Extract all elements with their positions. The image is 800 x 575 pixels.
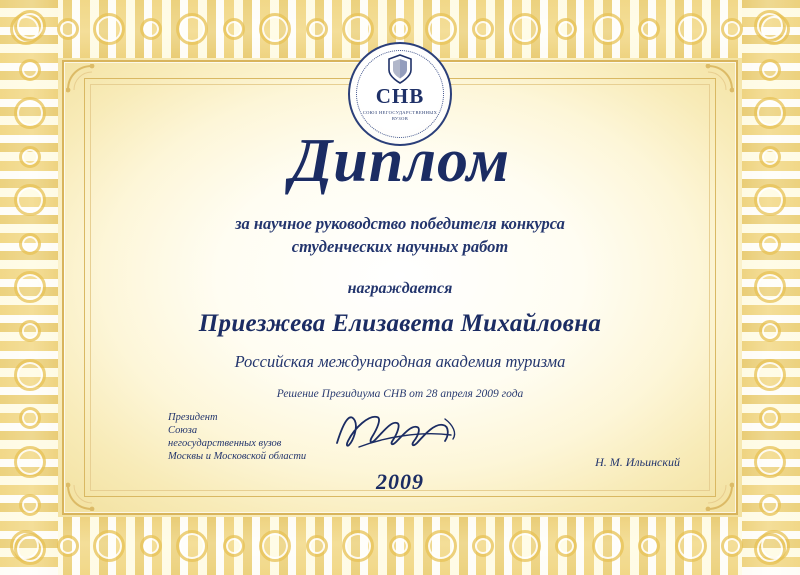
organization-name: Российская международная академия туризма [234, 352, 566, 371]
signature-block [96, 411, 704, 494]
decision-reference: Решение Президиума СНВ от 28 апреля 2009 года [276, 388, 524, 400]
border-band-left [0, 0, 58, 575]
seal-abbreviation: СНВ [375, 84, 425, 108]
awarded-to-label: награждается [347, 280, 453, 297]
border-band-right [742, 0, 800, 575]
handwritten-signature-icon [325, 407, 475, 453]
signatory-title [168, 411, 306, 463]
certificate-subtitle [96, 212, 704, 258]
signatory-name: Н. М. Ильинский [595, 455, 680, 469]
certificate-subtitle-line-2: студенческих научных работ [291, 237, 509, 256]
page-title: Диплом [289, 127, 511, 195]
recipient-name: Приезжева Елизавета Михайловна [198, 310, 602, 337]
shield-icon [387, 54, 413, 84]
signatory-title-line-4: Москвы и Московской области [168, 451, 307, 462]
border-band-bottom [0, 517, 800, 575]
certificate-subtitle-line-1: за научное руководство победителя конкурса [235, 214, 565, 233]
signatory-title-line-1: Президент [168, 412, 218, 423]
seal-subtext: СОЮЗ НЕГОСУДАРСТВЕННЫХ ВУЗОВ [362, 110, 438, 121]
signatory-title-line-3: негосударственных вузов [168, 438, 282, 449]
issue-year: 2009 [376, 469, 424, 494]
certificate-body [96, 128, 704, 400]
signatory-title-line-2: Союза [168, 425, 198, 436]
